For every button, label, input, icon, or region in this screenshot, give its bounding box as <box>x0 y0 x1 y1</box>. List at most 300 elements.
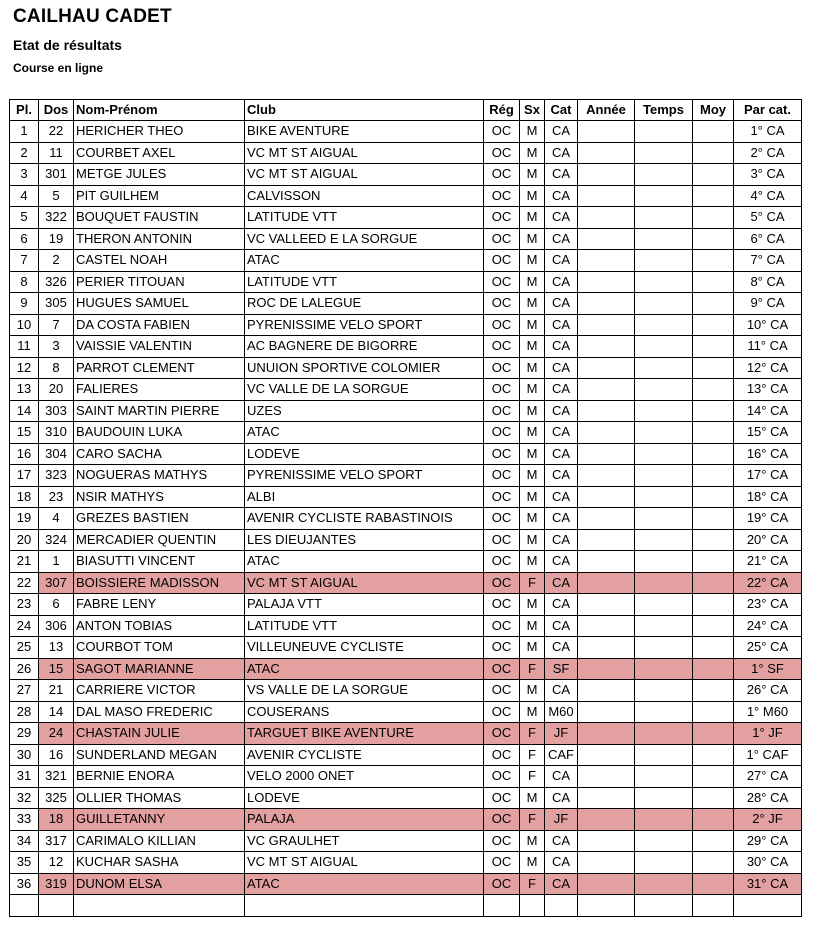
cell-average <box>693 766 734 788</box>
cell-sex: M <box>520 357 545 379</box>
cell-average <box>693 744 734 766</box>
cell-region: OC <box>484 228 520 250</box>
table-row <box>10 852 802 874</box>
cell-club: VC VALLE DE LA SORGUE <box>245 379 484 401</box>
col-header-moy: Moy <box>693 100 734 121</box>
cell-place: 7 <box>10 250 39 272</box>
cell-year <box>578 250 635 272</box>
cell-bib: 325 <box>39 787 74 809</box>
cell-category-rank: 30° CA <box>734 852 802 874</box>
cell-club: ALBI <box>245 486 484 508</box>
cell-name: CHASTAIN JULIE <box>74 723 245 745</box>
cell-year <box>578 357 635 379</box>
cell-club: VC GRAULHET <box>245 830 484 852</box>
cell-category-rank: 1° CA <box>734 121 802 143</box>
cell-category: CA <box>545 465 578 487</box>
cell-club: VILLEUNEUVE CYCLISTE <box>245 637 484 659</box>
cell-sex: M <box>520 852 545 874</box>
cell-category-rank: 27° CA <box>734 766 802 788</box>
cell-club: ATAC <box>245 422 484 444</box>
cell-sex: M <box>520 508 545 530</box>
cell-place: 24 <box>10 615 39 637</box>
cell-name: CARO SACHA <box>74 443 245 465</box>
cell-time <box>635 293 693 315</box>
cell-average <box>693 830 734 852</box>
cell-name: HUGUES SAMUEL <box>74 293 245 315</box>
col-header-club: Club <box>245 100 484 121</box>
cell-category: CA <box>545 873 578 895</box>
cell-time <box>635 508 693 530</box>
cell-sex: M <box>520 615 545 637</box>
cell-category: CA <box>545 357 578 379</box>
cell-place: 21 <box>10 551 39 573</box>
cell-category: CA <box>545 164 578 186</box>
cell-name: CARIMALO KILLIAN <box>74 830 245 852</box>
cell-category-rank: 20° CA <box>734 529 802 551</box>
cell-average <box>693 551 734 573</box>
cell-name: ANTON TOBIAS <box>74 615 245 637</box>
cell-place: 4 <box>10 185 39 207</box>
cell-time <box>635 852 693 874</box>
cell-time <box>635 873 693 895</box>
cell-time <box>635 529 693 551</box>
table-row <box>10 164 802 186</box>
table-row <box>10 572 802 594</box>
table-row <box>10 228 802 250</box>
cell-time <box>635 744 693 766</box>
cell-category: JF <box>545 723 578 745</box>
cell-sex: M <box>520 680 545 702</box>
cell-club: ATAC <box>245 873 484 895</box>
cell-sex: M <box>520 293 545 315</box>
cell-year <box>578 121 635 143</box>
cell-category: CA <box>545 529 578 551</box>
cell-club: PYRENISSIME VELO SPORT <box>245 465 484 487</box>
table-row <box>10 271 802 293</box>
cell-region: OC <box>484 852 520 874</box>
cell-place: 6 <box>10 228 39 250</box>
cell-place: 35 <box>10 852 39 874</box>
cell-category-rank: 6° CA <box>734 228 802 250</box>
cell-region: OC <box>484 572 520 594</box>
cell-place: 8 <box>10 271 39 293</box>
cell-category-rank: 18° CA <box>734 486 802 508</box>
table-row <box>10 809 802 831</box>
table-row <box>10 637 802 659</box>
cell-average <box>693 379 734 401</box>
cell-bib: 317 <box>39 830 74 852</box>
cell-club: ATAC <box>245 658 484 680</box>
cell-place: 20 <box>10 529 39 551</box>
cell-place: 15 <box>10 422 39 444</box>
cell-place: 17 <box>10 465 39 487</box>
cell-average <box>693 207 734 229</box>
cell-time <box>635 164 693 186</box>
cell-bib: 2 <box>39 250 74 272</box>
cell-region: OC <box>484 529 520 551</box>
cell-bib: 15 <box>39 658 74 680</box>
cell-category: CA <box>545 443 578 465</box>
cell-bib: 19 <box>39 228 74 250</box>
results-table <box>9 99 802 917</box>
cell-year <box>578 529 635 551</box>
cell-average <box>693 787 734 809</box>
cell-club: AVENIR CYCLISTE RABASTINOIS <box>245 508 484 530</box>
cell-average <box>693 572 734 594</box>
cell-bib: 305 <box>39 293 74 315</box>
cell-club <box>245 895 484 917</box>
cell-bib: 322 <box>39 207 74 229</box>
cell-category-rank: 2° CA <box>734 142 802 164</box>
cell-average <box>693 443 734 465</box>
cell-region: OC <box>484 400 520 422</box>
header-row <box>10 100 802 121</box>
cell-place: 27 <box>10 680 39 702</box>
cell-region: OC <box>484 185 520 207</box>
cell-sex: M <box>520 336 545 358</box>
cell-year <box>578 508 635 530</box>
cell-category-rank: 13° CA <box>734 379 802 401</box>
cell-club: UNUION SPORTIVE COLOMIER <box>245 357 484 379</box>
cell-category: M60 <box>545 701 578 723</box>
cell-bib: 22 <box>39 121 74 143</box>
cell-sex: M <box>520 529 545 551</box>
cell-place: 33 <box>10 809 39 831</box>
cell-region: OC <box>484 723 520 745</box>
cell-category <box>545 895 578 917</box>
cell-category: CA <box>545 594 578 616</box>
cell-bib: 304 <box>39 443 74 465</box>
cell-time <box>635 250 693 272</box>
cell-category-rank: 11° CA <box>734 336 802 358</box>
cell-average <box>693 873 734 895</box>
cell-time <box>635 486 693 508</box>
page-title: CAILHAU CADET <box>13 6 172 27</box>
cell-year <box>578 551 635 573</box>
cell-time <box>635 594 693 616</box>
cell-average <box>693 336 734 358</box>
col-header-parcat: Par cat. <box>734 100 802 121</box>
cell-time <box>635 895 693 917</box>
cell-name: SUNDERLAND MEGAN <box>74 744 245 766</box>
cell-category: CA <box>545 250 578 272</box>
cell-name: COURBOT TOM <box>74 637 245 659</box>
cell-bib: 18 <box>39 809 74 831</box>
cell-region: OC <box>484 744 520 766</box>
table-row <box>10 508 802 530</box>
cell-place: 12 <box>10 357 39 379</box>
table-row <box>10 723 802 745</box>
cell-average <box>693 529 734 551</box>
cell-category: CA <box>545 379 578 401</box>
cell-category-rank: 28° CA <box>734 787 802 809</box>
cell-club: ATAC <box>245 551 484 573</box>
col-header-temps: Temps <box>635 100 693 121</box>
cell-sex: M <box>520 400 545 422</box>
cell-region: OC <box>484 658 520 680</box>
cell-average <box>693 594 734 616</box>
cell-bib: 21 <box>39 680 74 702</box>
table-row <box>10 250 802 272</box>
cell-bib: 323 <box>39 465 74 487</box>
cell-category: CA <box>545 271 578 293</box>
cell-region: OC <box>484 830 520 852</box>
cell-average <box>693 508 734 530</box>
cell-name: CASTEL NOAH <box>74 250 245 272</box>
cell-year <box>578 314 635 336</box>
cell-category: CA <box>545 508 578 530</box>
cell-bib: 11 <box>39 142 74 164</box>
results-body <box>10 121 802 917</box>
cell-region: OC <box>484 379 520 401</box>
col-header-pl: Pl. <box>10 100 39 121</box>
table-row <box>10 744 802 766</box>
cell-time <box>635 658 693 680</box>
cell-region: OC <box>484 271 520 293</box>
cell-time <box>635 207 693 229</box>
cell-year <box>578 336 635 358</box>
cell-time <box>635 422 693 444</box>
col-header-cat: Cat <box>545 100 578 121</box>
cell-year <box>578 228 635 250</box>
cell-sex: M <box>520 250 545 272</box>
cell-time <box>635 314 693 336</box>
cell-sex: M <box>520 314 545 336</box>
cell-category-rank: 24° CA <box>734 615 802 637</box>
cell-year <box>578 486 635 508</box>
cell-place: 36 <box>10 873 39 895</box>
cell-bib: 13 <box>39 637 74 659</box>
cell-region: OC <box>484 314 520 336</box>
cell-time <box>635 723 693 745</box>
cell-club: VELO 2000 ONET <box>245 766 484 788</box>
cell-place: 25 <box>10 637 39 659</box>
table-row <box>10 185 802 207</box>
cell-name: DA COSTA FABIEN <box>74 314 245 336</box>
cell-category-rank: 19° CA <box>734 508 802 530</box>
cell-region: OC <box>484 443 520 465</box>
cell-sex: F <box>520 723 545 745</box>
cell-category: CA <box>545 207 578 229</box>
cell-time <box>635 572 693 594</box>
cell-bib: 319 <box>39 873 74 895</box>
col-header-dos: Dos <box>39 100 74 121</box>
cell-name: PARROT CLEMENT <box>74 357 245 379</box>
cell-year <box>578 379 635 401</box>
cell-sex: F <box>520 658 545 680</box>
cell-time <box>635 787 693 809</box>
cell-category-rank: 17° CA <box>734 465 802 487</box>
cell-year <box>578 680 635 702</box>
cell-time <box>635 121 693 143</box>
cell-sex: M <box>520 185 545 207</box>
cell-category-rank: 1° SF <box>734 658 802 680</box>
cell-average <box>693 465 734 487</box>
table-row <box>10 658 802 680</box>
cell-sex: M <box>520 465 545 487</box>
cell-name: PERIER TITOUAN <box>74 271 245 293</box>
cell-sex: M <box>520 228 545 250</box>
cell-average <box>693 400 734 422</box>
cell-region: OC <box>484 615 520 637</box>
cell-year <box>578 142 635 164</box>
table-row <box>10 121 802 143</box>
cell-category-rank: 31° CA <box>734 873 802 895</box>
cell-region: OC <box>484 207 520 229</box>
cell-time <box>635 336 693 358</box>
cell-time <box>635 680 693 702</box>
cell-club: UZES <box>245 400 484 422</box>
cell-region: OC <box>484 250 520 272</box>
cell-time <box>635 551 693 573</box>
table-row <box>10 895 802 917</box>
cell-time <box>635 400 693 422</box>
cell-category: CA <box>545 293 578 315</box>
cell-year <box>578 658 635 680</box>
cell-category-rank: 1° M60 <box>734 701 802 723</box>
cell-name: THERON ANTONIN <box>74 228 245 250</box>
cell-category: CA <box>545 486 578 508</box>
cell-category-rank: 7° CA <box>734 250 802 272</box>
cell-average <box>693 164 734 186</box>
cell-category: CA <box>545 228 578 250</box>
cell-name: BOUQUET FAUSTIN <box>74 207 245 229</box>
table-row <box>10 357 802 379</box>
cell-year <box>578 185 635 207</box>
cell-bib: 24 <box>39 723 74 745</box>
cell-name: NOGUERAS MATHYS <box>74 465 245 487</box>
cell-place: 5 <box>10 207 39 229</box>
table-row <box>10 830 802 852</box>
cell-category-rank: 26° CA <box>734 680 802 702</box>
cell-sex: F <box>520 766 545 788</box>
table-row <box>10 379 802 401</box>
cell-place: 10 <box>10 314 39 336</box>
cell-time <box>635 185 693 207</box>
cell-place: 3 <box>10 164 39 186</box>
cell-average <box>693 486 734 508</box>
cell-time <box>635 615 693 637</box>
cell-name: COURBET AXEL <box>74 142 245 164</box>
cell-average <box>693 895 734 917</box>
cell-name: OLLIER THOMAS <box>74 787 245 809</box>
cell-bib: 16 <box>39 744 74 766</box>
cell-name: PIT GUILHEM <box>74 185 245 207</box>
cell-name: METGE JULES <box>74 164 245 186</box>
cell-region: OC <box>484 293 520 315</box>
cell-year <box>578 443 635 465</box>
race-type: Course en ligne <box>13 61 104 75</box>
cell-region: OC <box>484 637 520 659</box>
cell-name: GUILLETANNY <box>74 809 245 831</box>
cell-name: BERNIE ENORA <box>74 766 245 788</box>
cell-average <box>693 121 734 143</box>
cell-name: FALIERES <box>74 379 245 401</box>
cell-category-rank: 1° JF <box>734 723 802 745</box>
cell-region <box>484 895 520 917</box>
cell-region: OC <box>484 486 520 508</box>
cell-club: AC BAGNERE DE BIGORRE <box>245 336 484 358</box>
cell-sex: M <box>520 142 545 164</box>
cell-average <box>693 357 734 379</box>
cell-year <box>578 422 635 444</box>
cell-average <box>693 422 734 444</box>
cell-category: JF <box>545 809 578 831</box>
cell-average <box>693 658 734 680</box>
cell-bib: 7 <box>39 314 74 336</box>
cell-place: 23 <box>10 594 39 616</box>
cell-sex: M <box>520 486 545 508</box>
cell-sex: M <box>520 637 545 659</box>
cell-year <box>578 787 635 809</box>
cell-category: CA <box>545 185 578 207</box>
cell-category-rank: 10° CA <box>734 314 802 336</box>
cell-category: SF <box>545 658 578 680</box>
cell-sex: M <box>520 164 545 186</box>
cell-bib: 14 <box>39 701 74 723</box>
cell-category-rank: 1° CAF <box>734 744 802 766</box>
cell-club: VC MT ST AIGUAL <box>245 142 484 164</box>
cell-category: CA <box>545 680 578 702</box>
cell-year <box>578 465 635 487</box>
cell-place: 26 <box>10 658 39 680</box>
cell-category: CA <box>545 142 578 164</box>
cell-bib: 20 <box>39 379 74 401</box>
cell-place: 29 <box>10 723 39 745</box>
cell-region: OC <box>484 465 520 487</box>
cell-name: NSIR MATHYS <box>74 486 245 508</box>
cell-year <box>578 852 635 874</box>
cell-category: CA <box>545 314 578 336</box>
cell-region: OC <box>484 701 520 723</box>
cell-year <box>578 400 635 422</box>
cell-year <box>578 207 635 229</box>
cell-sex: M <box>520 551 545 573</box>
cell-club: VC VALLEED E LA SORGUE <box>245 228 484 250</box>
cell-region: OC <box>484 142 520 164</box>
table-row <box>10 766 802 788</box>
cell-bib: 324 <box>39 529 74 551</box>
cell-year <box>578 701 635 723</box>
cell-category-rank: 3° CA <box>734 164 802 186</box>
cell-category-rank <box>734 895 802 917</box>
cell-category: CAF <box>545 744 578 766</box>
cell-category-rank: 12° CA <box>734 357 802 379</box>
cell-time <box>635 809 693 831</box>
cell-year <box>578 271 635 293</box>
cell-club: BIKE AVENTURE <box>245 121 484 143</box>
cell-region: OC <box>484 508 520 530</box>
cell-place: 19 <box>10 508 39 530</box>
cell-place: 34 <box>10 830 39 852</box>
table-row <box>10 551 802 573</box>
cell-bib: 326 <box>39 271 74 293</box>
cell-bib: 23 <box>39 486 74 508</box>
cell-sex: M <box>520 121 545 143</box>
cell-region: OC <box>484 551 520 573</box>
table-row <box>10 422 802 444</box>
cell-region: OC <box>484 787 520 809</box>
cell-club: PALAJA VTT <box>245 594 484 616</box>
cell-place: 30 <box>10 744 39 766</box>
cell-time <box>635 379 693 401</box>
cell-name: CARRIERE VICTOR <box>74 680 245 702</box>
cell-name: BOISSIERE MADISSON <box>74 572 245 594</box>
cell-time <box>635 142 693 164</box>
cell-category-rank: 21° CA <box>734 551 802 573</box>
table-row <box>10 701 802 723</box>
cell-bib: 5 <box>39 185 74 207</box>
